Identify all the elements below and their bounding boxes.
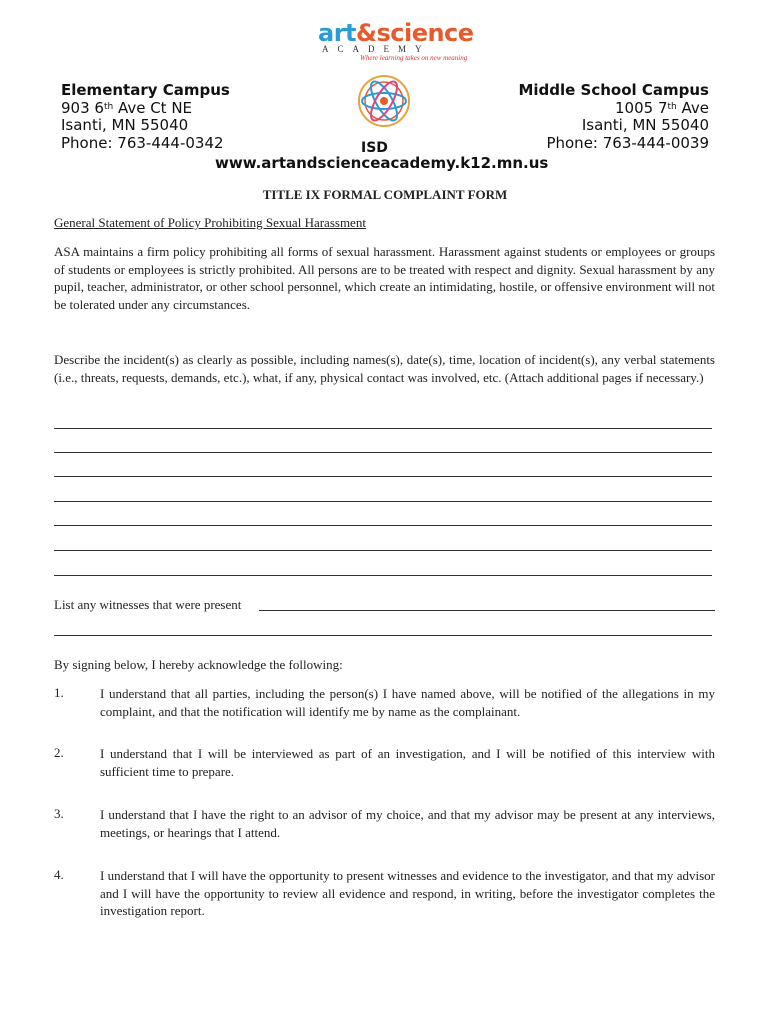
policy-heading: General Statement of Policy Prohibiting Sexual Harassment xyxy=(54,215,366,230)
witness-line[interactable] xyxy=(54,635,712,636)
incident-description-line[interactable] xyxy=(54,452,712,453)
middle-school-campus-name: Middle School Campus xyxy=(518,81,709,99)
school-emblem-icon xyxy=(356,72,412,130)
witness-line[interactable] xyxy=(259,610,715,611)
policy-statement: ASA maintains a firm policy prohibiting all forms of sexual harassment. Harassment against students or employees or groups of students or employees is strictly prohibited. All persons are to be treated with respect and dignity. Sexual harassment by any pupil, teacher, administrator, or other school personnel, which create an intimidating, hostile, or offensive environment will not be tolerated under any circumstances. xyxy=(54,244,715,312)
item-number: 1. xyxy=(54,685,64,700)
incident-description-line[interactable] xyxy=(54,476,712,477)
describe-instructions: Describe the incident(s) as clearly as possible, including names(s), date(s), time, location of incident(s), any verbal statements (i.e., threats, requests, demands, etc.), what, if any, physical contact was involved, etc. (Attach additional pages if necessary.) xyxy=(54,352,715,385)
incident-description-line[interactable] xyxy=(54,501,712,502)
witness-label: List any witnesses that were present xyxy=(54,597,242,612)
incident-description-line[interactable] xyxy=(54,575,712,576)
school-logo-wordmark xyxy=(318,19,474,47)
item-number: 3. xyxy=(54,806,64,821)
logo-art-text: art xyxy=(318,19,357,47)
isd-label: ISD xyxy=(361,140,388,156)
elementary-campus-block xyxy=(61,82,230,152)
form-title: TITLE IX FORMAL COMPLAINT FORM xyxy=(262,187,508,202)
acknowledgement-item: I understand that I will have the opportunity to present witnesses and evidence to the investigator, and that my advisor and I will have the opportunity to review all evidence and respond, in writing, before the investigator completes the investigation report. xyxy=(100,868,715,918)
middle-school-campus-city: Isanti, MN 55040 xyxy=(581,116,709,134)
elementary-campus-city: Isanti, MN 55040 xyxy=(61,116,189,134)
acknowledge-intro: By signing below, I hereby acknowledge the following: xyxy=(54,657,343,672)
logo-ampersand: & xyxy=(356,19,377,47)
logo-tagline: Where learning takes on new meaning xyxy=(360,54,468,62)
middle-school-campus-address: 1005 7th Ave xyxy=(615,98,709,117)
elementary-campus-address: 903 6th Ave Ct NE xyxy=(61,98,193,117)
middle-school-campus-phone: Phone: 763-444-0039 xyxy=(546,133,709,152)
elementary-campus-name: Elementary Campus xyxy=(61,81,230,99)
logo-academy-text: ACADEMY xyxy=(322,44,431,54)
logo-science-text: science xyxy=(376,19,474,47)
incident-description-line[interactable] xyxy=(54,525,712,526)
acknowledgement-item: I understand that I have the right to an advisor of my choice, and that my advisor may be present at any interviews, meetings, or hearings that I attend. xyxy=(100,807,715,840)
school-website: www.artandscienceacademy.k12.mn.us xyxy=(215,154,549,172)
acknowledgement-item: I understand that all parties, including the person(s) I have named above, will be notified of the allegations in my complaint, and that the notification will identify me by name as the complainant. xyxy=(100,686,715,719)
item-number: 4. xyxy=(54,867,64,882)
incident-description-line[interactable] xyxy=(54,550,712,551)
item-number: 2. xyxy=(54,745,64,760)
acknowledgement-item: I understand that I will be interviewed as part of an investigation, and I will be notified of this interview with sufficient time to prepare. xyxy=(100,746,715,779)
middle-school-campus-block xyxy=(518,82,709,152)
incident-description-line[interactable] xyxy=(54,428,712,429)
elementary-campus-phone: Phone: 763-444-0342 xyxy=(61,133,224,152)
